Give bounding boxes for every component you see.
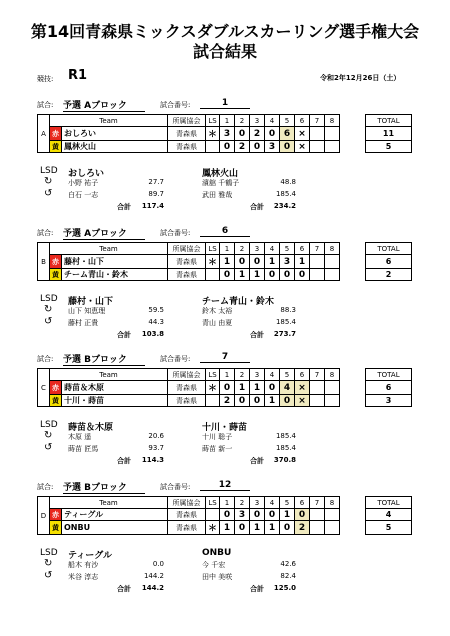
lsd-sum-label: 合計 — [117, 585, 131, 593]
team-assoc: 青森県 — [168, 127, 206, 141]
end-score: 3 — [265, 141, 280, 153]
end-header: 2 — [235, 497, 250, 509]
end-header: 8 — [325, 115, 340, 127]
end-score: 0 — [280, 141, 295, 153]
last-stone-hammer — [206, 509, 220, 521]
end-score: 1 — [250, 381, 265, 395]
end-score — [325, 521, 340, 535]
lsd-label: LSD — [40, 548, 58, 558]
red-stone-marker: 赤 — [50, 127, 62, 141]
sheet-letter: A — [38, 115, 50, 153]
score-table — [37, 242, 412, 281]
assoc-header: 所属協会 — [168, 497, 206, 509]
end-score: × — [295, 127, 310, 141]
end-score: 1 — [220, 255, 235, 269]
end-header: 3 — [250, 369, 265, 381]
ls-header: LS — [206, 497, 220, 509]
team-assoc: 青森県 — [168, 269, 206, 281]
end-score: 1 — [250, 269, 265, 281]
end-score: 1 — [265, 255, 280, 269]
lsd-player: 米谷 淳志 — [68, 573, 99, 581]
team-name: ティーグル — [62, 509, 168, 521]
team-total: 11 — [366, 127, 412, 141]
last-stone-hammer: ＊ — [206, 127, 220, 141]
end-header: 7 — [310, 243, 325, 255]
lsd-distance: 93.7 — [148, 444, 164, 452]
end-score: 1 — [265, 521, 280, 535]
end-score: 0 — [235, 521, 250, 535]
score-table — [37, 496, 412, 535]
match-label: 試合: — [37, 355, 54, 363]
match-number: 7 — [200, 352, 250, 363]
team-assoc: 青森県 — [168, 381, 206, 395]
date-label: 令和2年12月26日（土） — [320, 74, 401, 82]
end-score: 1 — [235, 269, 250, 281]
team-total: 6 — [366, 255, 412, 269]
end-header: 3 — [250, 243, 265, 255]
last-stone-hammer: ＊ — [206, 381, 220, 395]
total-header: TOTAL — [366, 115, 412, 127]
lsd-team-right: ONBU — [202, 548, 232, 558]
end-score: 0 — [295, 509, 310, 521]
lsd-player: 白石 一志 — [68, 191, 99, 199]
round-label: R1 — [68, 68, 88, 83]
last-stone-hammer — [206, 395, 220, 407]
assoc-header: 所属協会 — [168, 369, 206, 381]
yellow-stone-marker: 黄 — [50, 269, 62, 281]
end-score: 3 — [235, 509, 250, 521]
end-score: 0 — [220, 269, 235, 281]
team-assoc: 青森県 — [168, 255, 206, 269]
team-name: 蒔苗＆木原 — [62, 381, 168, 395]
rotation-icon: ↻ — [44, 558, 53, 569]
end-score: 0 — [250, 141, 265, 153]
end-score — [325, 127, 340, 141]
sheet-letter: C — [38, 369, 50, 407]
end-header: 1 — [220, 115, 235, 127]
lsd-team-left: おしろい — [68, 169, 105, 179]
score-table — [37, 368, 412, 407]
rotation-icon: ↺ — [44, 442, 53, 453]
lsd-player: 山下 知恵理 — [68, 307, 106, 315]
lsd-distance: 185.4 — [275, 444, 296, 452]
end-score: 0 — [250, 255, 265, 269]
end-score: 2 — [235, 141, 250, 153]
lsd-player: 武田 雅哉 — [202, 191, 233, 199]
lsd-sum-label: 合計 — [250, 331, 264, 339]
team-header: Team — [50, 369, 168, 381]
lsd-sum-label: 合計 — [117, 203, 131, 211]
end-score — [325, 255, 340, 269]
end-score: 0 — [250, 509, 265, 521]
team-assoc: 青森県 — [168, 395, 206, 407]
end-header: 4 — [265, 115, 280, 127]
last-stone-hammer — [206, 141, 220, 153]
score-table — [37, 114, 412, 153]
yellow-stone-marker: 黄 — [50, 141, 62, 153]
lsd-player: 十川 聡子 — [202, 433, 233, 441]
end-header: 6 — [295, 243, 310, 255]
team-header: Team — [50, 115, 168, 127]
match-stage: 予選 Aブロック — [63, 226, 145, 240]
lsd-team-right: チーム青山・鈴木 — [202, 297, 275, 307]
end-header: 2 — [235, 369, 250, 381]
lsd-player: 船木 有沙 — [68, 561, 99, 569]
team-header: Team — [50, 497, 168, 509]
end-score: 0 — [220, 141, 235, 153]
page-subtitle: 試合結果 — [192, 42, 257, 61]
end-score: 0 — [265, 381, 280, 395]
team-assoc: 青森県 — [168, 141, 206, 153]
lsd-team-right: 十川・蒔苗 — [202, 423, 248, 433]
end-score: 0 — [280, 395, 295, 407]
end-score — [310, 509, 325, 521]
end-score: 2 — [295, 521, 310, 535]
end-score: 0 — [220, 509, 235, 521]
end-score — [310, 381, 325, 395]
match-number: 1 — [200, 98, 250, 109]
team-header: Team — [50, 243, 168, 255]
team-total: 5 — [366, 521, 412, 535]
event-label: 競技: — [37, 75, 54, 83]
end-score: 0 — [220, 381, 235, 395]
end-header: 1 — [220, 369, 235, 381]
end-score — [310, 395, 325, 407]
lsd-player: 蒔苗 匠馬 — [68, 445, 99, 453]
end-score — [325, 141, 340, 153]
red-stone-marker: 赤 — [50, 381, 62, 395]
end-score: 1 — [280, 509, 295, 521]
team-total: 5 — [366, 141, 412, 153]
lsd-distance: 82.4 — [280, 572, 296, 580]
assoc-header: 所属協会 — [168, 115, 206, 127]
end-score: 2 — [220, 395, 235, 407]
end-score: 0 — [265, 509, 280, 521]
last-stone-hammer — [206, 269, 220, 281]
team-name: おしろい — [62, 127, 168, 141]
lsd-player: 藤村 正貴 — [68, 319, 99, 327]
team-name: ONBU — [62, 521, 168, 535]
lsd-team-left: 藤村・山下 — [68, 297, 114, 307]
lsd-label: LSD — [40, 294, 58, 304]
lsd-sum-right: 234.2 — [273, 202, 296, 210]
end-header: 6 — [295, 115, 310, 127]
end-header: 6 — [295, 497, 310, 509]
end-score — [310, 127, 325, 141]
lsd-distance: 144.2 — [143, 572, 164, 580]
lsd-sum-left: 117.4 — [141, 202, 164, 210]
lsd-sum-left: 103.8 — [141, 330, 164, 338]
team-name: 十川・蒔苗 — [62, 395, 168, 407]
end-score: 4 — [280, 381, 295, 395]
ls-header: LS — [206, 243, 220, 255]
lsd-distance: 185.4 — [275, 190, 296, 198]
assoc-header: 所属協会 — [168, 243, 206, 255]
lsd-distance: 88.3 — [280, 306, 296, 314]
sheet-letter: B — [38, 243, 50, 281]
match-label: 試合: — [37, 229, 54, 237]
end-header: 6 — [295, 369, 310, 381]
lsd-sum-left: 144.2 — [141, 584, 164, 592]
match-stage: 予選 Bブロック — [63, 480, 145, 494]
lsd-distance: 20.6 — [148, 432, 164, 440]
lsd-sum-label: 合計 — [250, 203, 264, 211]
yellow-stone-marker: 黄 — [50, 395, 62, 407]
team-name: 藤村・山下 — [62, 255, 168, 269]
lsd-sum-label: 合計 — [250, 457, 264, 465]
match-number-label: 試合番号: — [160, 101, 191, 109]
sheet-letter: D — [38, 497, 50, 535]
end-score: × — [295, 141, 310, 153]
end-score: 0 — [265, 269, 280, 281]
match-number-label: 試合番号: — [160, 483, 191, 491]
end-score: 1 — [295, 255, 310, 269]
last-stone-hammer: ＊ — [206, 521, 220, 535]
lsd-player: 今 千宏 — [202, 561, 226, 569]
end-score: 6 — [280, 127, 295, 141]
end-score: 3 — [220, 127, 235, 141]
match-label: 試合: — [37, 101, 54, 109]
lsd-player: 鈴木 太裕 — [202, 307, 233, 315]
lsd-sum-right: 370.8 — [273, 456, 296, 464]
page-title: 第14回青森県ミックスダブルスカーリング選手権大会 — [30, 22, 420, 41]
end-header: 2 — [235, 115, 250, 127]
lsd-player: 田中 美咲 — [202, 573, 233, 581]
last-stone-hammer: ＊ — [206, 255, 220, 269]
end-score — [325, 269, 340, 281]
lsd-sum-right: 125.0 — [273, 584, 296, 592]
red-stone-marker: 赤 — [50, 255, 62, 269]
lsd-sum-right: 273.7 — [273, 330, 296, 338]
lsd-distance: 42.6 — [280, 560, 296, 568]
end-score — [325, 395, 340, 407]
end-header: 5 — [280, 497, 295, 509]
team-name: チーム青山・鈴木 — [62, 269, 168, 281]
end-header: 4 — [265, 243, 280, 255]
match-number-label: 試合番号: — [160, 355, 191, 363]
lsd-player: 小野 祐子 — [68, 179, 99, 187]
end-header: 4 — [265, 497, 280, 509]
team-assoc: 青森県 — [168, 509, 206, 521]
match-number-label: 試合番号: — [160, 229, 191, 237]
end-score: 0 — [250, 395, 265, 407]
team-total: 6 — [366, 381, 412, 395]
lsd-team-left: ティーグル — [68, 551, 113, 561]
end-score — [310, 141, 325, 153]
end-header: 3 — [250, 497, 265, 509]
end-score — [310, 269, 325, 281]
lsd-sum-left: 114.3 — [141, 456, 164, 464]
lsd-sum-label: 合計 — [250, 585, 264, 593]
end-header: 4 — [265, 369, 280, 381]
end-header: 5 — [280, 243, 295, 255]
end-header: 7 — [310, 369, 325, 381]
lsd-player: 青山 由夏 — [202, 319, 233, 327]
end-score: × — [295, 395, 310, 407]
end-header: 8 — [325, 243, 340, 255]
lsd-sum-label: 合計 — [117, 331, 131, 339]
lsd-distance: 27.7 — [148, 178, 164, 186]
lsd-distance: 89.7 — [148, 190, 164, 198]
end-score: 1 — [220, 521, 235, 535]
end-score: 0 — [235, 395, 250, 407]
rotation-icon: ↻ — [44, 430, 53, 441]
match-number: 12 — [200, 480, 250, 491]
end-score: 1 — [265, 395, 280, 407]
end-score: 1 — [235, 381, 250, 395]
end-score: 0 — [265, 127, 280, 141]
end-score: × — [295, 381, 310, 395]
lsd-team-right: 鳳林火山 — [202, 169, 239, 179]
lsd-distance: 0.0 — [152, 560, 164, 568]
match-number: 6 — [200, 226, 250, 237]
end-score: 0 — [295, 269, 310, 281]
lsd-sum-label: 合計 — [117, 457, 131, 465]
end-score: 2 — [250, 127, 265, 141]
end-score: 0 — [235, 255, 250, 269]
end-header: 3 — [250, 115, 265, 127]
end-header: 2 — [235, 243, 250, 255]
match-stage: 予選 Bブロック — [63, 352, 145, 366]
lsd-player: 濱舘 千鶴子 — [202, 179, 240, 187]
team-name: 鳳林火山 — [62, 141, 168, 153]
end-score — [310, 255, 325, 269]
end-header: 5 — [280, 115, 295, 127]
lsd-distance: 59.5 — [148, 306, 164, 314]
team-total: 4 — [366, 509, 412, 521]
ls-header: LS — [206, 115, 220, 127]
lsd-distance: 48.8 — [280, 178, 296, 186]
end-score — [310, 521, 325, 535]
rotation-icon: ↻ — [44, 176, 53, 187]
end-header: 8 — [325, 369, 340, 381]
end-score — [325, 509, 340, 521]
end-score: 0 — [235, 127, 250, 141]
lsd-distance: 44.3 — [148, 318, 164, 326]
end-score: 1 — [250, 521, 265, 535]
end-score — [325, 381, 340, 395]
team-total: 2 — [366, 269, 412, 281]
end-header: 7 — [310, 115, 325, 127]
yellow-stone-marker: 黄 — [50, 521, 62, 535]
end-score: 0 — [280, 521, 295, 535]
lsd-player: 木原 遥 — [68, 433, 92, 441]
total-header: TOTAL — [366, 497, 412, 509]
red-stone-marker: 赤 — [50, 509, 62, 521]
end-header: 1 — [220, 497, 235, 509]
ls-header: LS — [206, 369, 220, 381]
end-header: 1 — [220, 243, 235, 255]
match-stage: 予選 Aブロック — [63, 98, 145, 112]
rotation-icon: ↺ — [44, 570, 53, 581]
total-header: TOTAL — [366, 243, 412, 255]
end-header: 8 — [325, 497, 340, 509]
end-score: 3 — [280, 255, 295, 269]
lsd-label: LSD — [40, 166, 58, 176]
rotation-icon: ↻ — [44, 304, 53, 315]
end-score: 0 — [280, 269, 295, 281]
lsd-distance: 185.4 — [275, 318, 296, 326]
lsd-player: 蒔苗 新一 — [202, 445, 233, 453]
total-header: TOTAL — [366, 369, 412, 381]
end-header: 5 — [280, 369, 295, 381]
rotation-icon: ↺ — [44, 188, 53, 199]
rotation-icon: ↺ — [44, 316, 53, 327]
lsd-distance: 185.4 — [275, 432, 296, 440]
lsd-team-left: 蒔苗＆木原 — [68, 423, 114, 433]
match-label: 試合: — [37, 483, 54, 491]
end-header: 7 — [310, 497, 325, 509]
team-total: 3 — [366, 395, 412, 407]
team-assoc: 青森県 — [168, 521, 206, 535]
lsd-label: LSD — [40, 420, 58, 430]
